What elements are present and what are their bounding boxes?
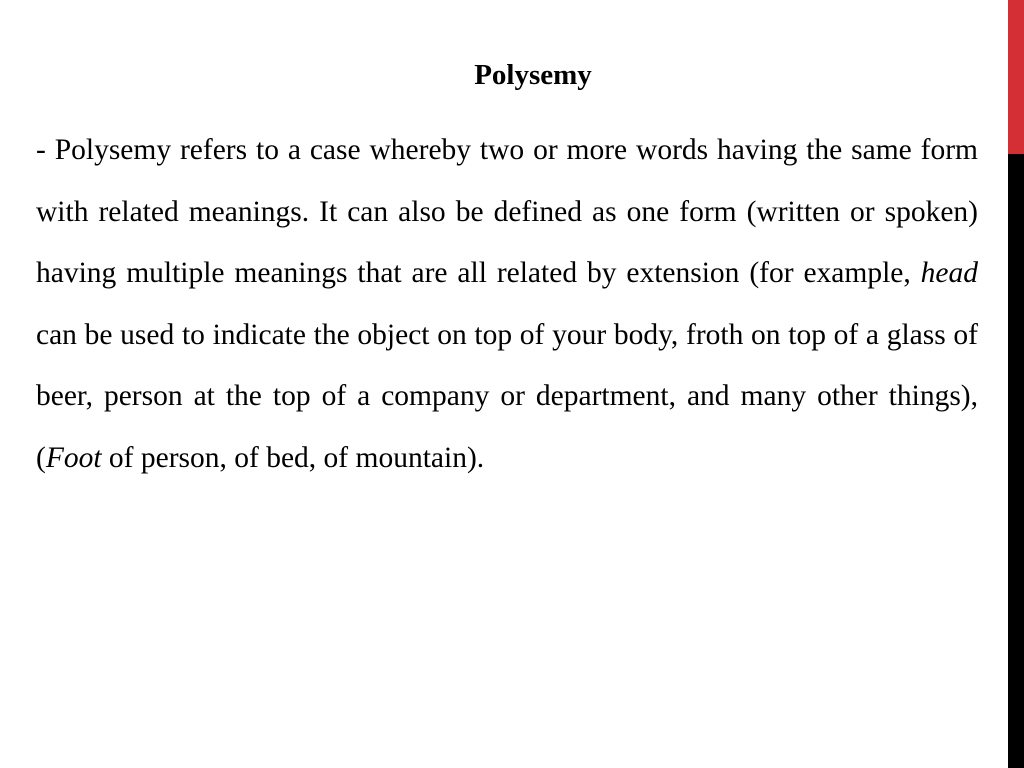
side-accent-bar	[1008, 0, 1024, 768]
body-italic-foot: Foot	[45, 441, 102, 474]
side-accent-red	[1008, 0, 1024, 154]
side-accent-black	[1008, 154, 1024, 768]
body-text-part-3: of person, of bed, of mountain).	[101, 441, 485, 474]
slide-body-paragraph	[36, 120, 978, 489]
body-italic-head: head	[920, 257, 978, 289]
slide-title: Polysemy	[474, 59, 592, 91]
body-text-part-1: - Polysemy refers to a case whereby two or more words having the same form with related meanings. It can also be defined as one form (written or spoken) having multiple meanings that are all related by extension (for example,	[36, 134, 978, 289]
body-text-part-2: can be used to indicate the object on top of your body, froth on top of a glass of beer, person at the top of a company or department, and many other things), (	[36, 318, 978, 474]
